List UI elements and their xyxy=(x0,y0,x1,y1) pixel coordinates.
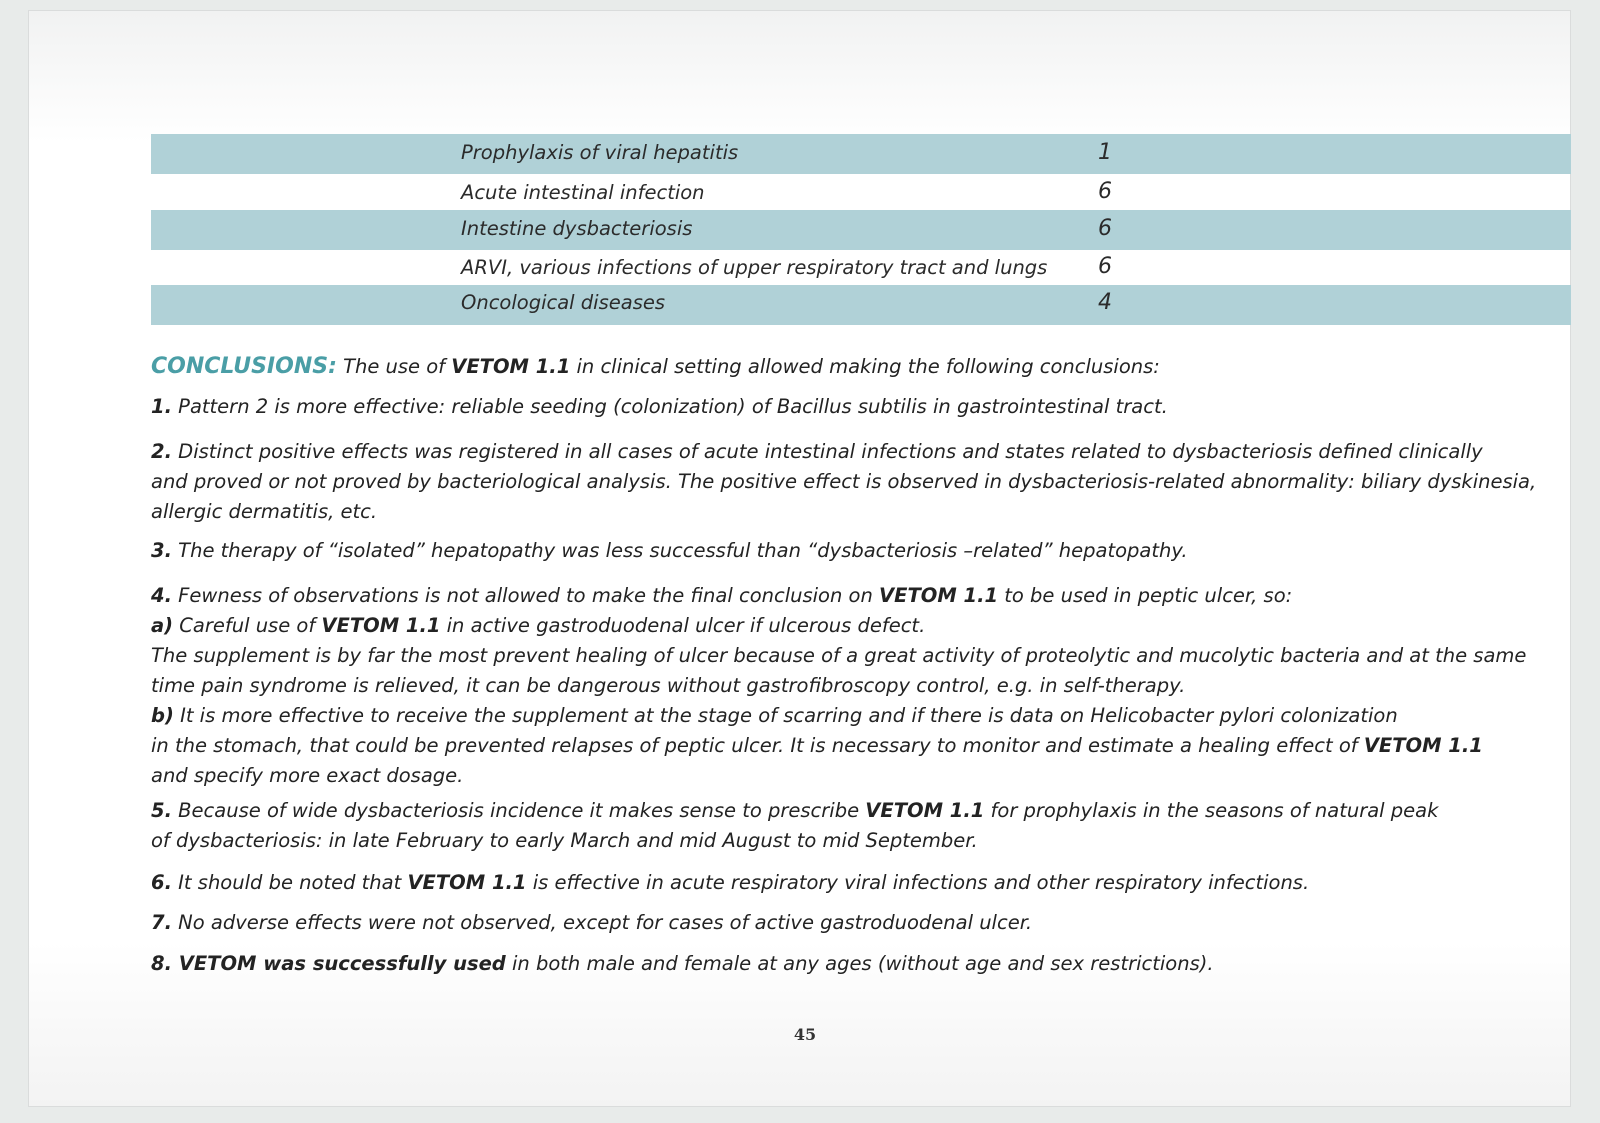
item-text: It should be noted that xyxy=(171,871,408,894)
item-text: Careful use of xyxy=(173,614,322,637)
conclusion-2-line: allergic dermatitis, etc. xyxy=(151,500,378,523)
item-text: Distinct positive effects was registered in all cases of acute intestinal infections and states related to dysbacteriosis defined clinically xyxy=(171,440,1483,463)
item-text: Fewness of observations is not allowed to make the final conclusion on xyxy=(171,584,880,607)
conclusions-heading: CONCLUSIONS: xyxy=(151,354,337,379)
conclusion-2-line: and proved or not proved by bacteriological analysis. The positive effect is observed in dysbacteriosis-related abnormality: biliary dyskinesia, xyxy=(151,470,1537,493)
conclusion-5-line: of dysbacteriosis: in late February to early March and mid August to mid September. xyxy=(151,829,978,852)
item-text: for prophylaxis in the seasons of natural peak xyxy=(984,799,1439,822)
table-row xyxy=(151,134,1571,174)
item-number: 1. xyxy=(151,395,172,418)
intro-text: The use of xyxy=(336,355,452,378)
row-label: Prophylaxis of viral hepatitis xyxy=(461,141,739,164)
item-label: a) xyxy=(151,614,174,637)
table-row xyxy=(151,210,1571,250)
item-text: Because of wide dysbacteriosis incidence it makes sense to prescribe xyxy=(171,799,866,822)
conclusion-6 xyxy=(151,871,1571,894)
item-number: 7. xyxy=(151,911,172,934)
conclusion-4a xyxy=(151,614,1571,637)
conclusion-8 xyxy=(151,952,1571,975)
product-name: VETOM 1.1 xyxy=(407,871,527,894)
page-number: 45 xyxy=(793,1025,817,1044)
item-text: in active gastroduodenal ulcer if ulcerous defect. xyxy=(440,614,926,637)
item-text: in the stomach, that could be prevented relapses of peptic ulcer. It is necessary to monitor and estimate a healing effect of xyxy=(151,734,1364,757)
item-text: The therapy of “isolated” hepatopathy was less successful than “dysbacteriosis –related” hepatopathy. xyxy=(171,539,1188,562)
row-label: ARVI, various infections of upper respiratory tract and lungs xyxy=(461,256,1048,279)
item-number: 4. xyxy=(151,584,172,607)
conclusion-5 xyxy=(151,799,1571,822)
item-emphasis: 8. VETOM was successfully used xyxy=(151,952,506,975)
table-row xyxy=(151,174,1571,210)
table-row xyxy=(151,250,1571,285)
conclusion-7 xyxy=(151,911,1571,934)
item-number: 6. xyxy=(151,871,172,894)
conclusion-2 xyxy=(151,440,1571,463)
row-label: Acute intestinal infection xyxy=(461,181,705,204)
conclusion-4b-line xyxy=(151,734,1571,757)
product-name: VETOM 1.1 xyxy=(321,614,441,637)
product-name: VETOM 1.1 xyxy=(865,799,985,822)
row-label: Intestine dysbacteriosis xyxy=(461,217,693,240)
row-value: 6 xyxy=(1098,216,1112,241)
item-label: b) xyxy=(151,704,174,727)
row-value: 1 xyxy=(1098,140,1112,165)
conclusion-4 xyxy=(151,584,1571,607)
item-text: It is more effective to receive the supplement at the stage of scarring and if there is data on Helicobacter pylori colonization xyxy=(173,704,1398,727)
conclusions-intro xyxy=(151,354,1571,379)
item-number: 2. xyxy=(151,440,172,463)
item-number: 5. xyxy=(151,799,172,822)
item-text: to be used in peptic ulcer, so: xyxy=(998,584,1293,607)
conclusion-3 xyxy=(151,539,1571,562)
row-value: 6 xyxy=(1098,254,1112,279)
item-text: Pattern 2 is more effective: reliable seeding (colonization) of Bacillus subtilis in gastrointestinal tract. xyxy=(171,395,1168,418)
conclusion-4a-line: The supplement is by far the most prevent healing of ulcer because of a great activity of proteolytic and mucolytic bacteria and at the same xyxy=(151,644,1527,667)
conclusion-1 xyxy=(151,395,1571,418)
product-name: VETOM 1.1 xyxy=(879,584,999,607)
diseases-table xyxy=(151,134,1571,325)
conclusion-4a-line: time pain syndrome is relieved, it can be dangerous without gastrofibroscopy control, e.g. in self-therapy. xyxy=(151,674,1186,697)
intro-text: in clinical setting allowed making the following conclusions: xyxy=(570,355,1160,378)
row-value: 6 xyxy=(1098,179,1112,204)
product-name: VETOM 1.1 xyxy=(1363,734,1483,757)
conclusion-4b xyxy=(151,704,1571,727)
table-row xyxy=(151,285,1571,325)
item-text: in both male and female at any ages (without age and sex restrictions). xyxy=(505,952,1214,975)
row-value: 4 xyxy=(1098,290,1112,315)
item-text: is effective in acute respiratory viral infections and other respiratory infections. xyxy=(526,871,1310,894)
row-label: Oncological diseases xyxy=(461,291,666,314)
conclusion-4b-line: and specify more exact dosage. xyxy=(151,764,464,787)
item-number: 3. xyxy=(151,539,172,562)
item-text: No adverse effects were not observed, except for cases of active gastroduodenal ulcer. xyxy=(171,911,1033,934)
product-name: VETOM 1.1 xyxy=(451,355,571,378)
